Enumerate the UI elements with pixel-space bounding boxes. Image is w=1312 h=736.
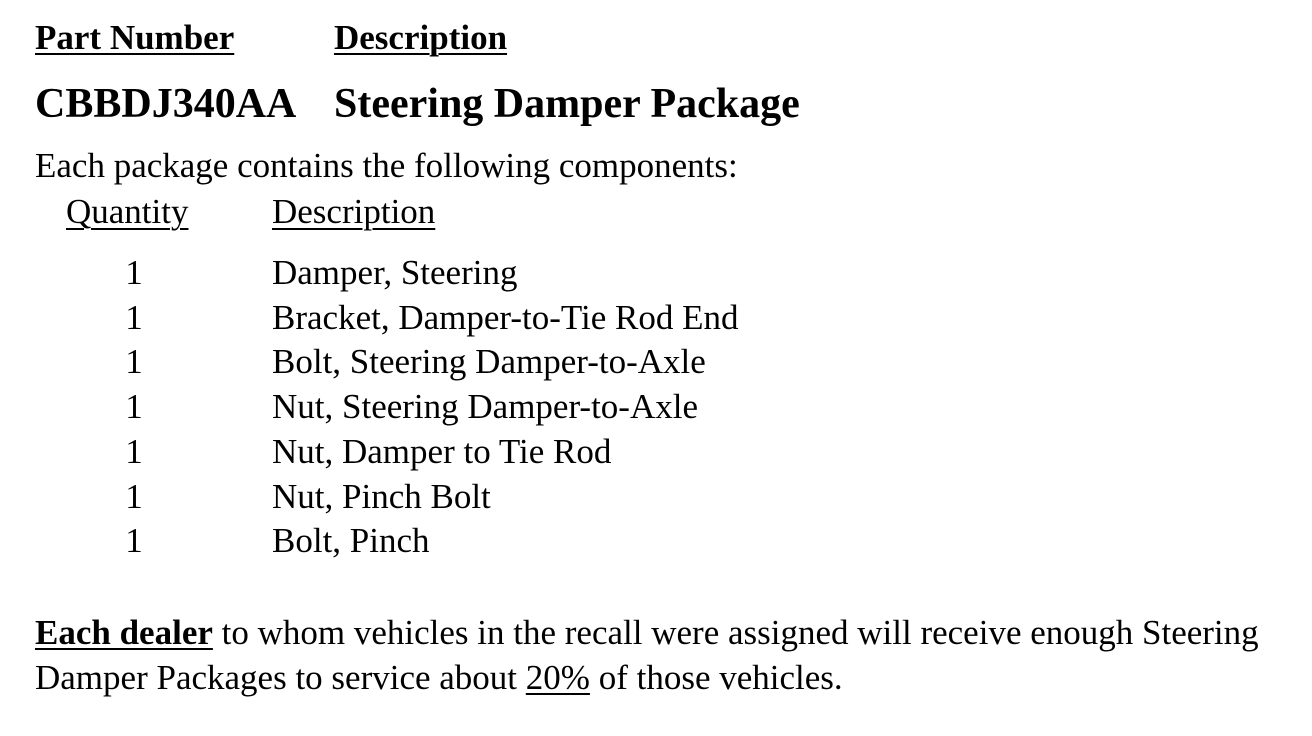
description-cell: Nut, Damper to Tie Rod [272,432,612,471]
quantity-cell: 1 [125,253,143,292]
description-column-header: Description [272,192,436,231]
description-cell: Nut, Pinch Bolt [272,477,491,516]
quantity-column-header: Quantity [66,192,189,231]
quantity-cell: 1 [125,521,143,560]
part-name: Steering Damper Package [334,81,800,127]
description-cell: Damper, Steering [272,253,518,292]
dealer-note-text-end: of those vehicles. [589,658,843,697]
quantity-cell: 1 [125,387,143,426]
dealer-note-lead: Each dealer [35,613,213,652]
package-intro: Each package contains the following components: [35,146,738,185]
description-cell: Bolt, Steering Damper-to-Axle [272,342,706,381]
dealer-note-percent: 20% [525,658,590,697]
description-header: Description [334,18,508,57]
dealer-note [35,610,1295,700]
quantity-cell: 1 [125,432,143,471]
quantity-cell: 1 [125,298,143,337]
description-cell: Bracket, Damper-to-Tie Rod End [272,298,739,337]
dealer-note-text: to whom vehicles in the recall were assigned will receive enough Steering Damper Packages to service about [35,613,1259,697]
quantity-cell: 1 [125,477,143,516]
description-cell: Bolt, Pinch [272,521,430,560]
part-number: CBBDJ340AA [35,81,297,127]
quantity-cell: 1 [125,342,143,381]
part-number-header: Part Number [35,18,235,57]
description-cell: Nut, Steering Damper-to-Axle [272,387,698,426]
